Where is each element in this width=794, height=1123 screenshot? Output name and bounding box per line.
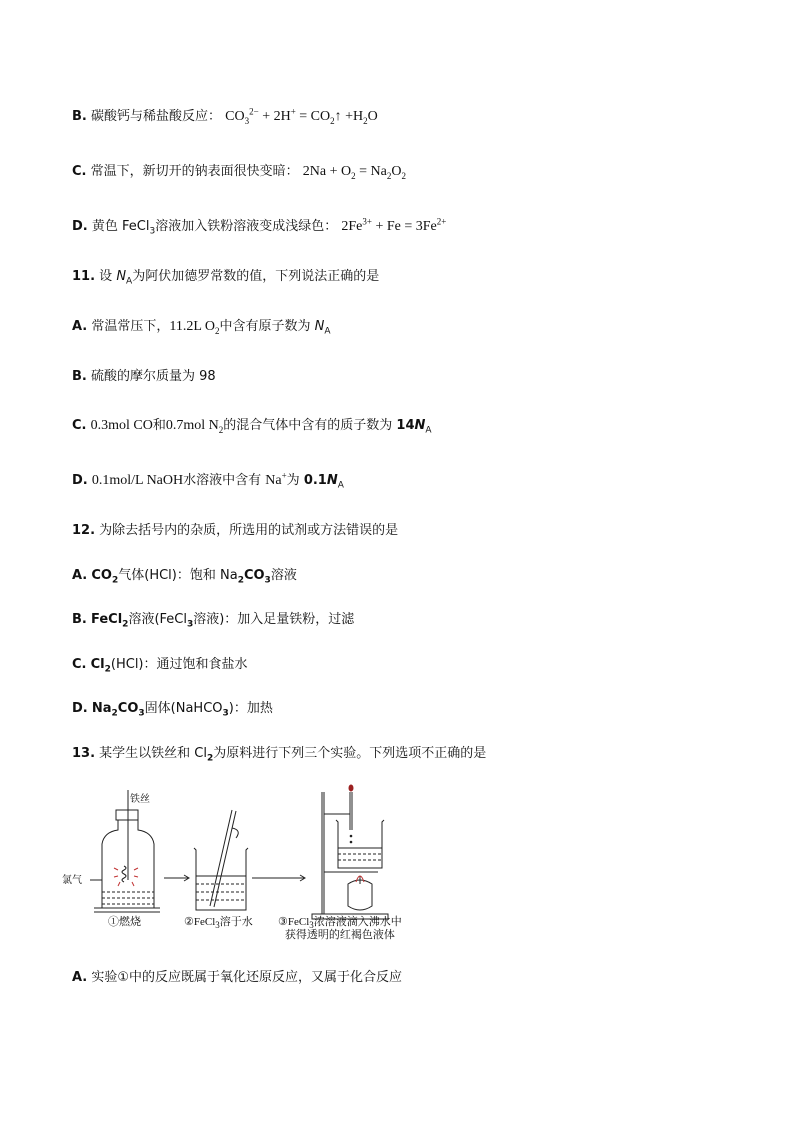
option-text: 实验①中的反应既属于氧化还原反应，又属于化合反应 (91, 970, 403, 985)
question-text: 为除去括号内的杂质，所选用的试剂或方法错误的是 (99, 523, 399, 538)
option-11d: D. 0.1mol/L NaOH水溶液中含有 Na+为 $0.1N_A$ (72, 470, 344, 491)
formula: 11.2L $O_2$ (169, 319, 220, 336)
option-text: 常温下，新切开的钠表面很快变暗： (90, 164, 299, 179)
question-number: 13. (72, 746, 96, 761)
experiment-figure (60, 780, 460, 945)
question-13-stem: 13. 某学生以铁丝和 $Cl_2$为原料进行下列三个实验。下列选项不正确的是 (72, 746, 487, 764)
question-number: 12. (72, 523, 96, 538)
caption-1: ①燃烧 (108, 916, 141, 928)
gas-jar-apparatus (90, 790, 160, 912)
option-label: A. (72, 970, 88, 985)
option-10c (72, 163, 406, 181)
option-text: 黄色 FeCl$_3$溶液加入铁粉溶液变成浅绿色： (91, 219, 338, 237)
option-12d: D. $Na_2CO_3$固体(NaHCO$_3$)：加热 (72, 701, 273, 719)
option-label: D. (72, 219, 88, 234)
option-10b (72, 108, 378, 126)
option-text: 硫酸的摩尔质量为 98 (91, 369, 216, 384)
option-text: 碳酸钙与稀盐酸反应： (91, 109, 222, 124)
option-13a (72, 969, 402, 987)
option-12b: B. FeCl$_2$溶液(FeCl$_3$溶液)：加入足量铁粉，过滤 (72, 612, 355, 630)
option-11c: C. 0.3mol CO和0.7mol $N_2$的混合气体中含有的质子数为 $14N_A$ (72, 418, 432, 436)
heating-apparatus (312, 792, 388, 919)
option-10d (72, 218, 446, 236)
caption-3: ③FeCl$_3$浓溶液滴入沸水中 获得透明的红褐色液体 (278, 916, 402, 941)
option-11b (72, 368, 216, 386)
question-number: 11. (72, 269, 96, 284)
option-12c: C. $Cl_2(HCl)$：通过饱和食盐水 (72, 657, 248, 675)
question-12-stem (72, 522, 398, 540)
option-label: D. (72, 473, 88, 488)
option-label: C. (72, 164, 87, 179)
label-iron-wire: 铁丝 (130, 794, 150, 805)
option-label: B. (72, 369, 87, 384)
option-label: A. (72, 319, 88, 334)
question-11-stem: 11. 设 $N_A$为阿伏加德罗常数的值，下列说法正确的是 (72, 269, 380, 287)
option-12a: A. $CO_2$气体(HCl)：饱和 $Na_2CO_3$溶液 (72, 568, 297, 586)
beaker-apparatus (194, 810, 248, 910)
caption-2: ②FeCl$_3$溶于水 (184, 916, 253, 931)
option-label: B. (72, 109, 87, 124)
option-11a: A. 常温常压下，11.2L $O_2$中含有原子数为 $N_A$ (72, 319, 331, 337)
equation: $CO_3^{2-} + 2H^+$ = $CO_2↑ +H_2O$ (225, 106, 378, 126)
option-label: C. (72, 418, 87, 433)
equation: $2Na + O_2 = Na_2O_2$ (302, 164, 406, 181)
equation: $2Fe^{3+} + Fe = 3Fe^{2+}$ (341, 216, 447, 234)
label-chlorine: 氯气 (62, 875, 82, 886)
